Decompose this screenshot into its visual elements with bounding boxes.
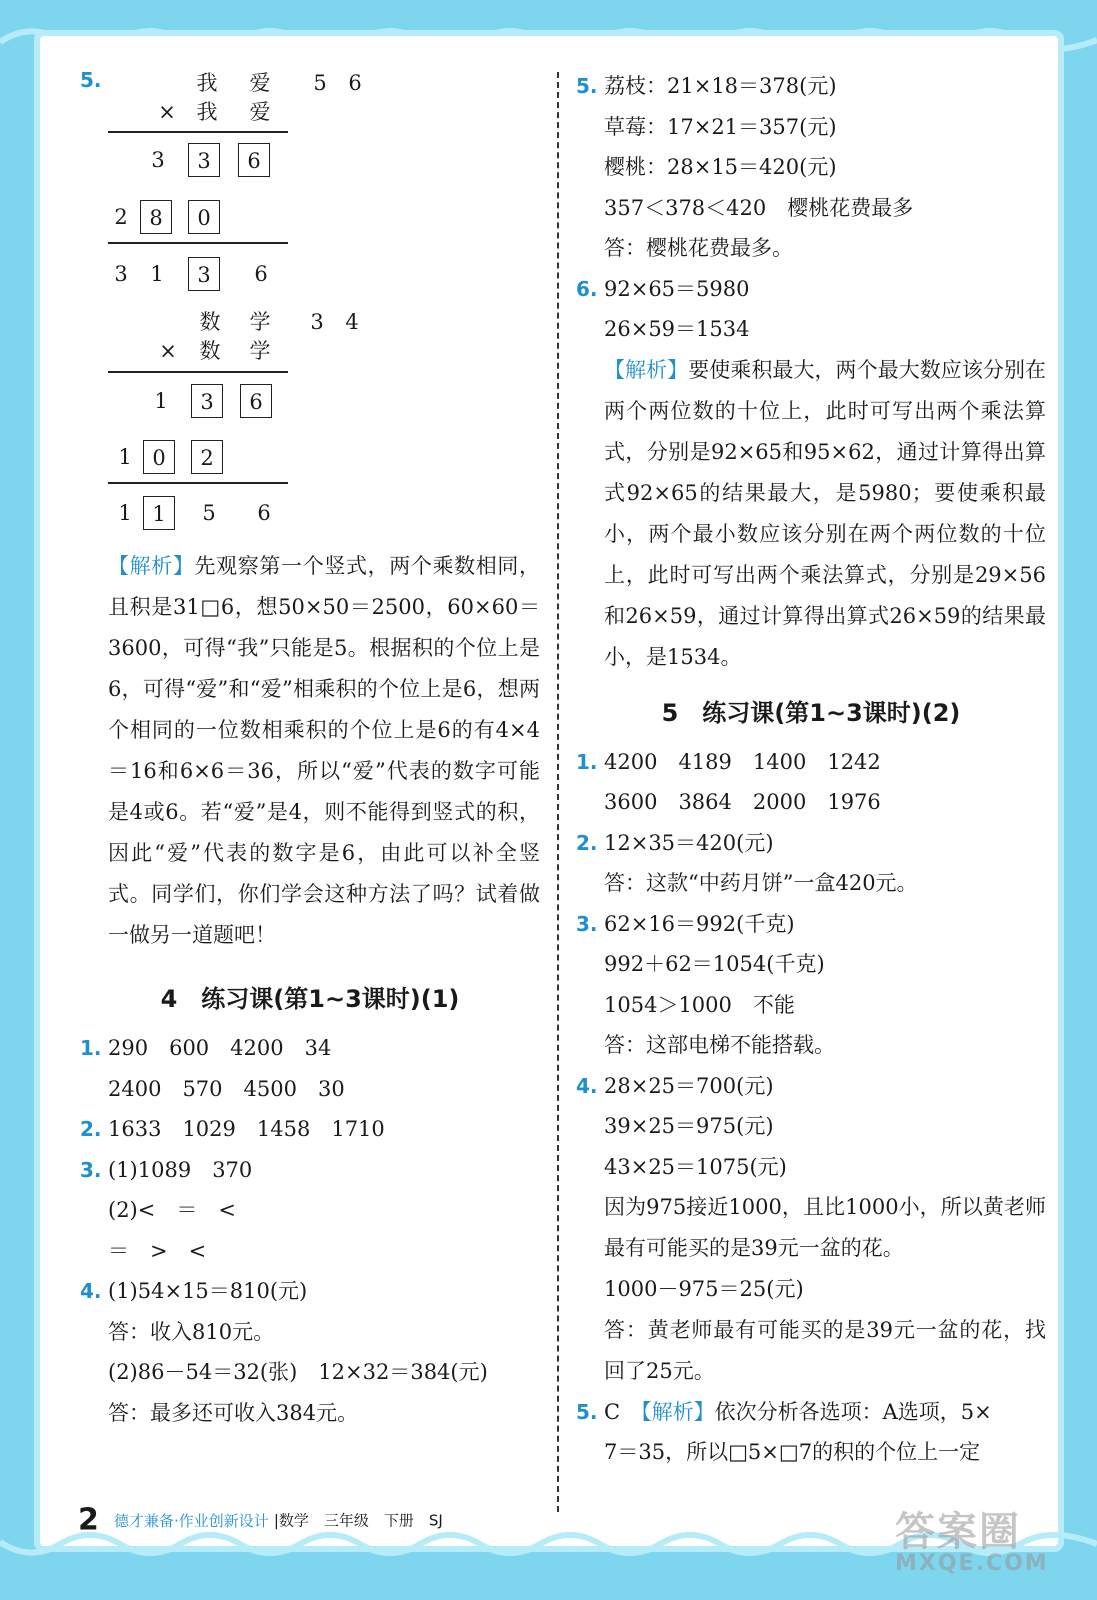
analysis-paragraph xyxy=(108,546,540,956)
answer-row xyxy=(576,188,1046,229)
answer-text: (2)86－54＝32(张) 12×32＝384(元) xyxy=(108,1360,488,1384)
watermark-url: MXQE.COM xyxy=(895,1551,1049,1576)
answer-text: 92×65＝5980 xyxy=(604,276,750,301)
calc2-multiplicand-char: 学 xyxy=(249,310,271,334)
calc2-partial-digit: 1 xyxy=(154,389,168,413)
calc1-multiplicand-char: 爱 xyxy=(249,71,271,95)
answer-row xyxy=(576,107,1046,148)
answer-text: 1054＞1000 不能 xyxy=(604,992,795,1017)
answer-list xyxy=(576,66,1046,350)
answer-row xyxy=(576,1392,1046,1433)
choice-answer: C xyxy=(604,1399,621,1424)
answer-text: 4200 4189 1400 1242 xyxy=(604,749,881,774)
page-number: 2 xyxy=(78,1502,99,1538)
calc-line xyxy=(108,242,288,244)
analysis-text: 先观察第一个竖式，两个乘数相同，且积是31□6，想50×50＝2500，60×60＝3600，可得“我”只能是5。根据积的个位上是6，可得“爱”和“爱”相乘积的个位上是6，想两个相同的一位数相乘积的个位上是6的有4×4＝16和6×6＝36，所以“爱”代表的数字可能是4或6。若“爱”是4，则不能得到竖式的积，因此“爱”代表的数字是6，由此可以补全竖式。同学们，你们学会这种方法了吗？试着做一做另一道题吧！ xyxy=(108,554,541,947)
answer-text: (2)< ＝ < xyxy=(108,1198,236,1222)
question-number: 3. xyxy=(80,1157,102,1182)
answer-row xyxy=(80,1352,540,1393)
answer-text: 1633 1029 1458 1710 xyxy=(108,1117,385,1141)
page-footer xyxy=(78,1502,443,1538)
answer-text: 答：最多还可收入384元。 xyxy=(108,1400,359,1425)
answer-text: ＝ > < xyxy=(108,1238,207,1263)
calc1-result-digit: 6 xyxy=(254,262,268,286)
answer-box: 3 xyxy=(188,143,220,177)
section-title: 5 练习课(第1~3课时)(2) xyxy=(661,698,961,727)
calc2-multiplier-char: 学 xyxy=(249,339,271,363)
calc1-digit: 6 xyxy=(348,71,362,95)
right-column xyxy=(576,66,1046,1473)
calc-line xyxy=(108,482,288,484)
answer-row xyxy=(576,66,1046,107)
calc1-partial-digit: 3 xyxy=(151,148,165,172)
left-column xyxy=(80,66,540,1433)
calc1-multiplicand-char: 我 xyxy=(196,71,218,95)
question-number: 2. xyxy=(576,830,598,855)
answer-row xyxy=(576,863,1046,904)
answer-row xyxy=(80,1069,540,1110)
answer-row xyxy=(576,742,1046,783)
watermark-logo xyxy=(895,1500,1075,1580)
answer-row xyxy=(576,1269,1046,1310)
times-sign: × xyxy=(158,100,176,124)
vertical-calculations xyxy=(80,66,540,546)
answer-list xyxy=(576,1269,1046,1310)
answer-row xyxy=(576,309,1046,350)
answer-box: 1 xyxy=(143,496,175,530)
calc1-result-digit: 1 xyxy=(150,262,164,286)
answer-box: 8 xyxy=(140,200,172,234)
calc1-partial-digit: 2 xyxy=(114,205,128,229)
answer-row xyxy=(80,1028,540,1069)
times-sign: × xyxy=(159,339,177,363)
answer-row xyxy=(576,147,1046,188)
question-number: 3. xyxy=(576,911,598,936)
question-number: 5. xyxy=(576,1399,598,1424)
answer-text: 62×16＝992(千克) xyxy=(604,911,795,936)
answer-row xyxy=(80,1109,540,1150)
answer-text: 290 600 4200 34 xyxy=(108,1036,332,1060)
answer-text: 26×59＝1534 xyxy=(604,317,750,341)
answer-row xyxy=(80,1231,540,1272)
analysis-tag: 【解析】 xyxy=(108,554,195,578)
answer-text xyxy=(604,1392,992,1433)
calc1-result-digit: 3 xyxy=(114,262,128,286)
answer-list xyxy=(80,1028,540,1433)
calc1-multiplier-char: 爱 xyxy=(249,100,271,124)
series-brand: 德才兼备·作业创新设计 xyxy=(113,1511,269,1530)
answer-box: 6 xyxy=(240,384,272,418)
watermark-text: 答案圈 xyxy=(895,1509,1021,1555)
answer-text: 357＜378＜420 樱桃花费最多 xyxy=(604,195,914,220)
calc2-multiplier-char: 数 xyxy=(199,339,221,363)
answer-text: 草莓：17×21＝357(元) xyxy=(604,114,837,139)
analysis-text: 依次分析各选项：A选项，5× xyxy=(714,1399,992,1424)
answer-box: 6 xyxy=(238,143,270,177)
answer-row xyxy=(576,228,1046,269)
book-info: |数学 三年级 下册 SJ xyxy=(273,1511,443,1530)
calc-line xyxy=(108,131,288,133)
column-divider xyxy=(557,72,559,1512)
answer-text: 答：这款“中药月饼”一盒420元。 xyxy=(604,871,918,895)
answer-row xyxy=(576,1147,1046,1188)
answer-row xyxy=(80,1312,540,1353)
calc2-partial-digit: 1 xyxy=(118,445,132,469)
answer-text: 答：樱桃花费最多。 xyxy=(604,236,793,260)
answer-text: 1000－975＝25(元) xyxy=(604,1277,804,1301)
answer-text: 28×25＝700(元) xyxy=(604,1073,774,1098)
answer-row xyxy=(576,1025,1046,1066)
answer-box: 3 xyxy=(191,384,223,418)
answer-row xyxy=(576,1066,1046,1107)
section-title: 4 练习课(第1~3课时)(1) xyxy=(160,985,460,1013)
answer-text: 39×25＝975(元) xyxy=(604,1114,774,1138)
question-number: 4. xyxy=(80,1279,102,1303)
answer-row xyxy=(576,823,1046,864)
answer-box: 3 xyxy=(188,257,220,291)
answer-row xyxy=(576,782,1046,823)
answer-text: 答：收入810元。 xyxy=(108,1319,275,1344)
analysis-paragraph xyxy=(604,350,1046,678)
answer-box: 0 xyxy=(143,440,175,474)
answer-text: 3600 3864 2000 1976 xyxy=(604,790,881,814)
calc1-multiplier-char: 我 xyxy=(196,100,218,124)
calc2-result-digit: 5 xyxy=(202,501,216,525)
answer-box: 0 xyxy=(188,200,220,234)
answer-box: 2 xyxy=(191,440,223,474)
calc1-digit: 5 xyxy=(313,71,327,95)
answer-text: (1)1089 370 xyxy=(108,1157,253,1182)
calc2-result-digit: 1 xyxy=(118,501,132,525)
answer-row xyxy=(80,1190,540,1231)
answer-row xyxy=(576,1106,1046,1147)
answer-row xyxy=(576,985,1046,1026)
answer-row xyxy=(80,1271,540,1312)
answer-text: 12×35＝420(元) xyxy=(604,830,774,855)
answer-row xyxy=(80,1150,540,1191)
question-number: 5. xyxy=(80,68,102,92)
answer-row xyxy=(576,269,1046,310)
calc2-multiplicand-char: 数 xyxy=(199,310,221,334)
answer-paragraph: 因为975接近1000，且比1000小，所以黄老师最有可能买的是39元一盆的花。 xyxy=(604,1195,1046,1260)
answer-row xyxy=(576,1432,1046,1473)
answer-list xyxy=(576,742,1046,1188)
answer-row xyxy=(576,904,1046,945)
calc-line xyxy=(108,371,288,373)
answer-paragraph: 答：黄老师最有可能买的是39元一盆的花，找回了25元。 xyxy=(604,1317,1046,1383)
question-number: 6. xyxy=(576,276,598,301)
analysis-tag: 【解析】 xyxy=(641,1399,715,1424)
answer-text: 樱桃：28×15＝420(元) xyxy=(604,155,837,179)
calc2-result-digit: 6 xyxy=(257,501,271,525)
analysis-tag: 【解析】 xyxy=(604,357,689,382)
answer-row xyxy=(80,1393,540,1434)
question-number: 5. xyxy=(576,74,598,98)
answer-text: 7＝35，所以□5×□7的积的个位上一定 xyxy=(604,1440,981,1464)
answer-text: 荔枝：21×18＝378(元) xyxy=(604,74,837,98)
calc2-digit: 4 xyxy=(345,310,359,334)
question-number: 1. xyxy=(576,749,598,774)
answer-text: 992＋62＝1054(千克) xyxy=(604,952,825,976)
analysis-text: 要使乘积最大，两个最大数应该分别在两个两位数的十位上，此时可写出两个乘法算式，分别是92×65和95×62，通过计算得出算式92×65的结果最大，是5980；要使乘积最小，两个最小数应该分别在两个两位数的十位上，此时可写出两个乘法算式，分别是29×56和26×59，通过计算得出算式26×59的结果最小，是1534。 xyxy=(604,357,1047,669)
calc2-digit: 3 xyxy=(310,310,324,334)
answer-text: (1)54×15＝810(元) xyxy=(108,1279,308,1303)
answer-row xyxy=(576,944,1046,985)
answer-text: 43×25＝1075(元) xyxy=(604,1154,787,1179)
question-number: 2. xyxy=(80,1117,102,1141)
question-number: 1. xyxy=(80,1036,102,1060)
question-number: 4. xyxy=(576,1073,598,1098)
answer-text: 2400 570 4500 30 xyxy=(108,1076,345,1101)
answer-text: 答：这部电梯不能搭载。 xyxy=(604,1033,835,1057)
